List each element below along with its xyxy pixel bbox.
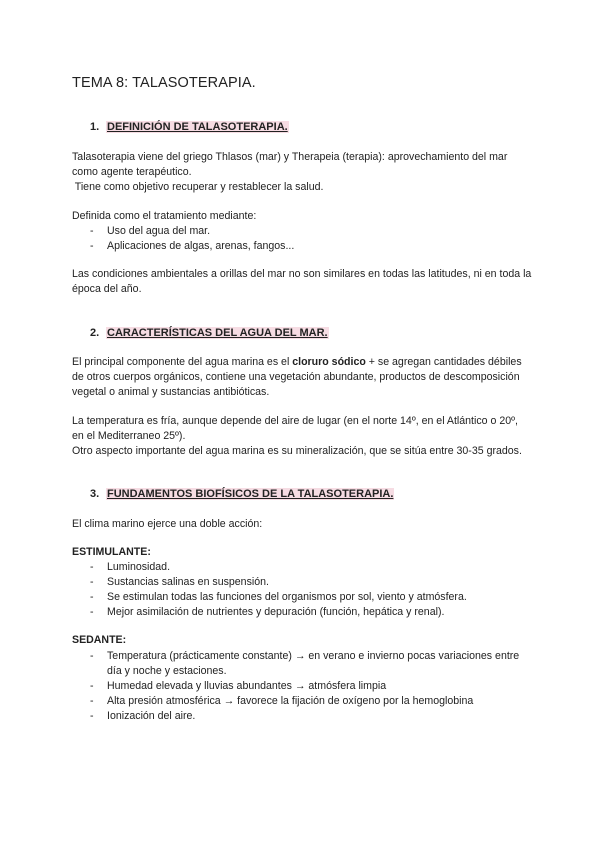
list-item [90,224,530,239]
list-item-text: Se estimulan todas las funciones del organismos por sol, viento y atmósfera. [107,591,467,603]
list-item [90,575,530,590]
section-1-heading [90,121,289,133]
s3-intro: El clima marino ejerce una doble acción: [72,518,263,530]
s1-paragraph-1 [72,150,532,195]
list-item [90,590,530,605]
list-item-text: Uso del agua del mar. [107,225,211,237]
list-item [90,649,530,679]
list-item [90,694,530,709]
section-1-number: 1. [90,121,100,133]
list-item-text: Ionización del aire. [107,710,196,722]
bullet-dash: - [90,680,94,692]
sedative-list [90,649,530,724]
bullet-dash: - [90,240,94,252]
s1-p1-line2: Tiene como objetivo recuperar y restablecer la salud. [72,181,324,193]
s2-p1-text-a: El principal componente del agua marina es el [72,356,293,368]
list-item-text: Alta presión atmosférica → favorece la fijación de oxígeno por la hemoglobina [107,695,474,707]
stimulant-list [90,560,530,620]
stimulant-label: ESTIMULANTE: [72,546,151,558]
section-2-heading [90,327,329,339]
bullet-dash: - [90,606,94,618]
list-item-text: Luminosidad. [107,561,171,573]
list-item-text: Aplicaciones de algas, arenas, fangos... [107,240,295,252]
bullet-dash: - [90,710,94,722]
list-item [90,679,530,694]
list-item [90,239,530,254]
list-item [90,605,530,620]
s2-paragraph-2: La temperatura es fría, aunque depende del aire de lugar (en el norte 14º, en el Atlántico o 20º, en el Mediterraneo 25º). [72,415,518,442]
list-item-text: Humedad elevada y lluvias abundantes → atmósfera limpia [107,680,387,692]
s2-paragraph-3: Otro aspecto importante del agua marina es su mineralización, que se sitúa entre 30-35 grados. [72,445,522,457]
bullet-dash: - [90,576,94,588]
document-title: TEMA 8: TALASOTERAPIA. [72,75,256,91]
section-1-title: DEFINICIÓN DE TALASOTERAPIA. [107,121,288,133]
section-3-title: FUNDAMENTOS BIOFÍSICOS DE LA TALASOTERAPIA. [107,488,394,500]
section-3-number: 3. [90,488,100,500]
section-2-number: 2. [90,327,100,339]
bullet-dash: - [90,561,94,573]
bullet-dash: - [90,591,94,603]
sedative-label: SEDANTE: [72,634,127,646]
list-item-text: Temperatura (prácticamente constante) → en verano e invierno pocas variaciones entre día y noche y estaciones. [107,650,520,677]
s2-p1-text-b: + se agregan cantidades débiles de otros cuerpos orgánicos, contiene una vegetación abundante, productos de descomposición vegetal o animal y sustancias antibióticas. [72,356,522,398]
list-item-text: Mejor asimilación de nutrientes y depuración (función, hepática y renal). [107,606,445,618]
list-item [90,560,530,575]
bullet-dash: - [90,650,94,662]
list-item [90,709,530,724]
section-2-title: CARACTERÍSTICAS DEL AGUA DEL MAR. [107,327,328,339]
section-3-heading [90,488,394,500]
s1-paragraph-3: Las condiciones ambientales a orillas del mar no son similares en todas las latitudes, ni en toda la época del año. [72,268,532,295]
s1-p1-line1: Talasoterapia viene del griego Thlasos (mar) y Therapeia (terapia): aprovechamiento del mar como agente terapéutico. [72,151,508,178]
s2-p1-bold: cloruro sódico [292,356,366,368]
s1-bullet-list [90,224,530,254]
s1-paragraph-2: Definida como el tratamiento mediante: [72,210,257,222]
s2-paragraph-1 [72,355,532,400]
list-item-text: Sustancias salinas en suspensión. [107,576,269,588]
bullet-dash: - [90,225,94,237]
bullet-dash: - [90,695,94,707]
